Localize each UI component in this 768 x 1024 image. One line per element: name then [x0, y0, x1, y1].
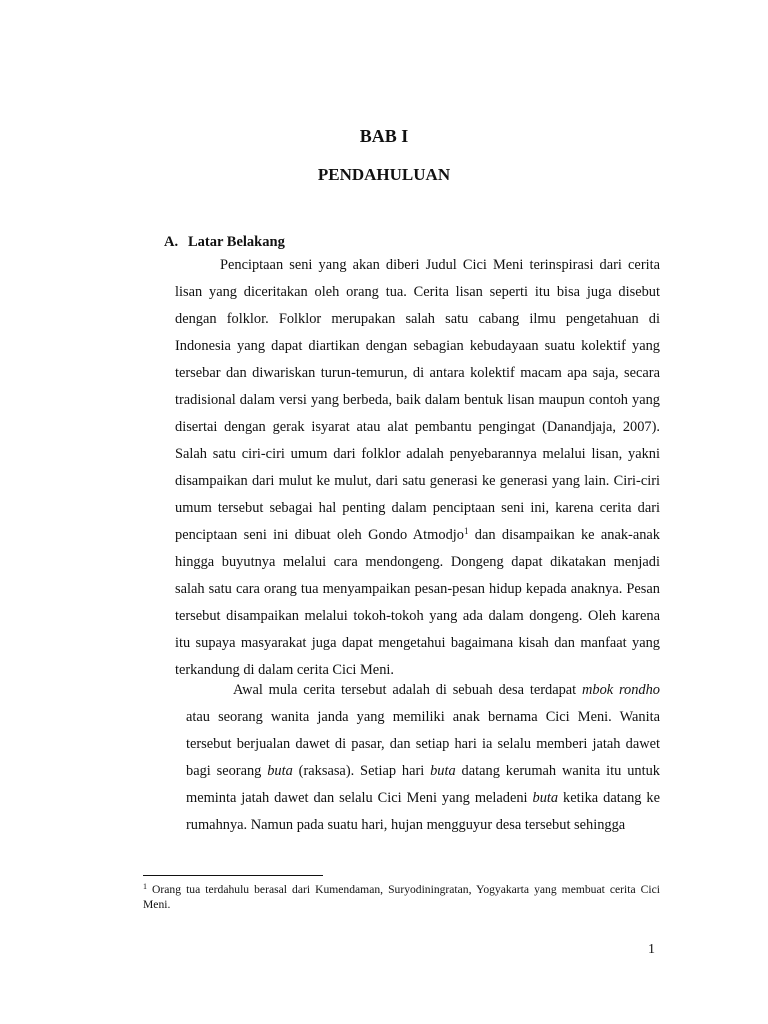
footnote-marker: 1 [143, 882, 147, 891]
paragraph-1-text-a: Penciptaan seni yang akan diberi Judul Cici Meni terinspirasi dari cerita lisan yang diceritakan oleh orang tua. Cerita lisan seperti itu bisa juga disebut dengan folklor. Folklor merupakan salah satu cabang ilmu pengetahuan di Indonesia yang dapat diartikan dengan sebagian kebudayaan suatu kolektif yang tersebar dan diwariskan turun-temurun, di antara kolektif macam apa saja, secara tradisional dalam versi yang berbeda, baik dalam bentuk lisan maupun contoh yang disertai dengan gerak isyarat atau alat pembantu pengingat (Danandjaja, 2007). Salah satu ciri-ciri umum dari folklor adalah penyebarannya melalui lisan, yakni disampaikan dari mulut ke mulut, dari satu generasi ke generasi yang lain. Ciri-ciri umum tersebut sebagai hal penting dalam penciptaan seni ini, karena cerita dari penciptaan seni ini dibuat oleh Gondo Atmodjo [175, 257, 660, 543]
paragraph-2-text-5: ketika datang ke rumahnya. Namun pada suatu hari, hujan mengguyur desa tersebut sehingga [186, 790, 660, 833]
paragraph-2-italic-2: buta [267, 763, 293, 779]
footnote-text: Orang tua terdahulu berasal dari Kumendaman, Suryodiningratan, Yogyakarta yang membuat cerita Cici Meni. [143, 883, 660, 911]
paragraph-1-text-b: dan disampaikan ke anak-anak hingga buyutnya melalui cara mendongeng. Dongeng dapat dikatakan menjadi salah satu cara orang tua menyampaikan pesan-pesan hidup kepada anaknya. Pesan tersebut disampaikan melalui tokoh-tokoh yang ada dalam dongeng. Oleh karena itu supaya masyarakat juga dapat mengetahui bagaimana kisah dan manfaat yang terkandung di dalam cerita Cici Meni. [175, 527, 660, 678]
paragraph-2-italic-4: buta [532, 790, 559, 806]
paragraph-1 [175, 252, 660, 684]
paragraph-2-text-2: atau seorang wanita janda yang memiliki anak bernama Cici Meni. Wanita tersebut berjualan dawet di pasar, dan setiap hari ia selalu memberi jatah dawet bagi seorang [186, 709, 660, 779]
footnote [143, 882, 660, 912]
page-number: 1 [648, 942, 655, 957]
paragraph-2-text-4: datang kerumah wanita itu untuk meminta jatah dawet dan selalu Cici Meni yang meladeni [186, 763, 660, 806]
paragraph-2-text-1: Awal mula cerita tersebut adalah di sebuah desa terdapat [233, 682, 582, 698]
section-title: Latar Belakang [188, 234, 285, 250]
footnote-reference[interactable]: 1 [463, 526, 469, 536]
section-heading [164, 234, 285, 251]
paragraph-2 [186, 677, 660, 839]
paragraph-2-italic-3: buta [430, 763, 456, 779]
paragraph-2-text-3: (raksasa). Setiap hari [292, 763, 431, 779]
footnote-divider [143, 875, 323, 876]
chapter-title: PENDAHULUAN [317, 165, 451, 184]
chapter-number: BAB I [359, 126, 409, 146]
paragraph-2-italic-1: mbok rondho [581, 682, 661, 698]
section-marker: A. [164, 234, 179, 250]
